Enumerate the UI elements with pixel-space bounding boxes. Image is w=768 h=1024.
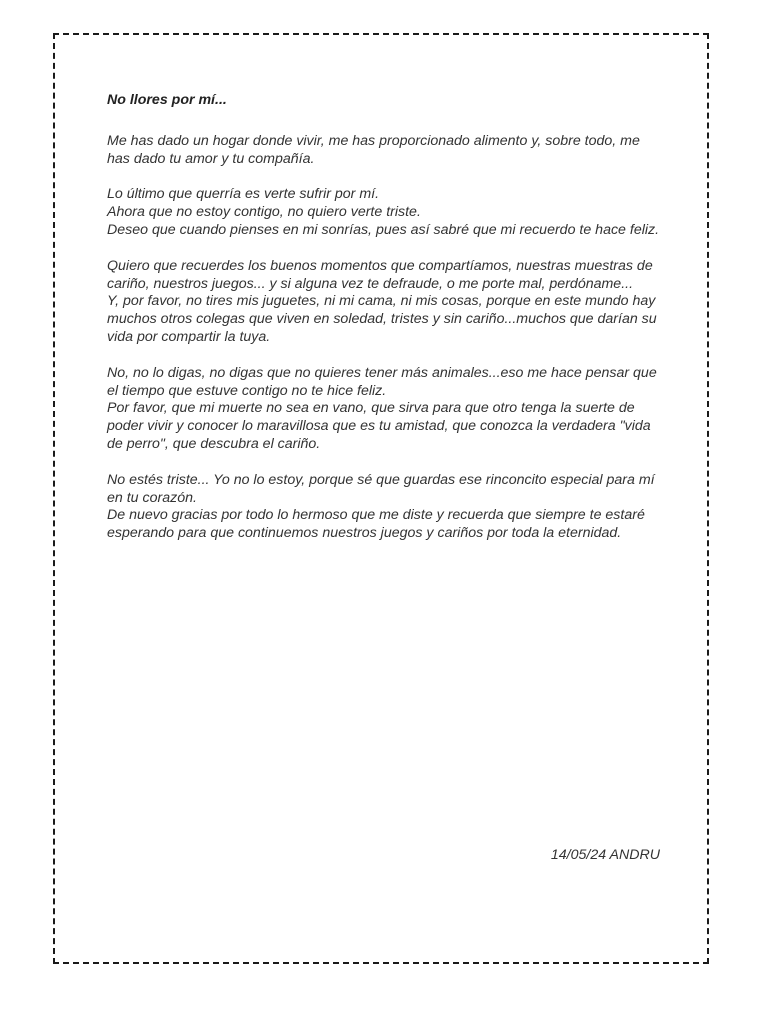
paragraph-line: No estés triste... Yo no lo estoy, porque sé que guardas ese rinconcito especial para mí en tu corazón. xyxy=(107,471,655,506)
letter-title: No llores por mí... xyxy=(107,92,227,108)
signature-date: 14/05/24 ANDRU xyxy=(550,847,660,863)
paragraph xyxy=(107,472,663,543)
paragraph-line: Me has dado un hogar donde vivir, me has proporcionado alimento y, sobre todo, me has dado tu amor y tu compañía. xyxy=(107,132,640,167)
letter-body xyxy=(107,92,663,561)
paragraph-line: Lo último que querría es verte sufrir por mí. xyxy=(107,186,380,203)
paragraph-line: Deseo que cuando pienses en mi sonrías, pues así sabré que mi recuerdo te hace feliz. xyxy=(107,221,660,238)
paragraph xyxy=(107,133,663,169)
paragraph-line: Ahora que no estoy contigo, no quiero verte triste. xyxy=(107,204,421,221)
paragraph-line: No, no lo digas, no digas que no quieres tener más animales...eso me hace pensar que el tiempo que estuve contigo no te hice feliz. xyxy=(107,364,657,399)
paragraph-line: Quiero que recuerdes los buenos momentos que compartíamos, nuestras muestras de cariño, nuestros juegos... y si alguna vez te defraude, o me porte mal, perdóname... xyxy=(107,257,653,292)
paragraph xyxy=(107,365,663,454)
paragraph xyxy=(107,186,663,239)
paragraph-line: De nuevo gracias por todo lo hermoso que me diste y recuerda que siempre te estaré esperando para que continuemos nuestros juegos y cariños por toda la eternidad. xyxy=(107,507,645,542)
paragraph xyxy=(107,258,663,347)
paragraph-line: Por favor, que mi muerte no sea en vano, que sirva para que otro tenga la suerte de poder vivir y conocer lo maravillosa que es tu amistad, que conozca la verdadera "vida de perro", que descubra el cariño. xyxy=(107,400,651,452)
paragraph-line: Y, por favor, no tires mis juguetes, ni mi cama, ni mis cosas, porque en este mundo hay muchos otros colegas que viven en soledad, tristes y sin cariño...muchos que darían su vida por compartir la tuya. xyxy=(107,293,657,345)
